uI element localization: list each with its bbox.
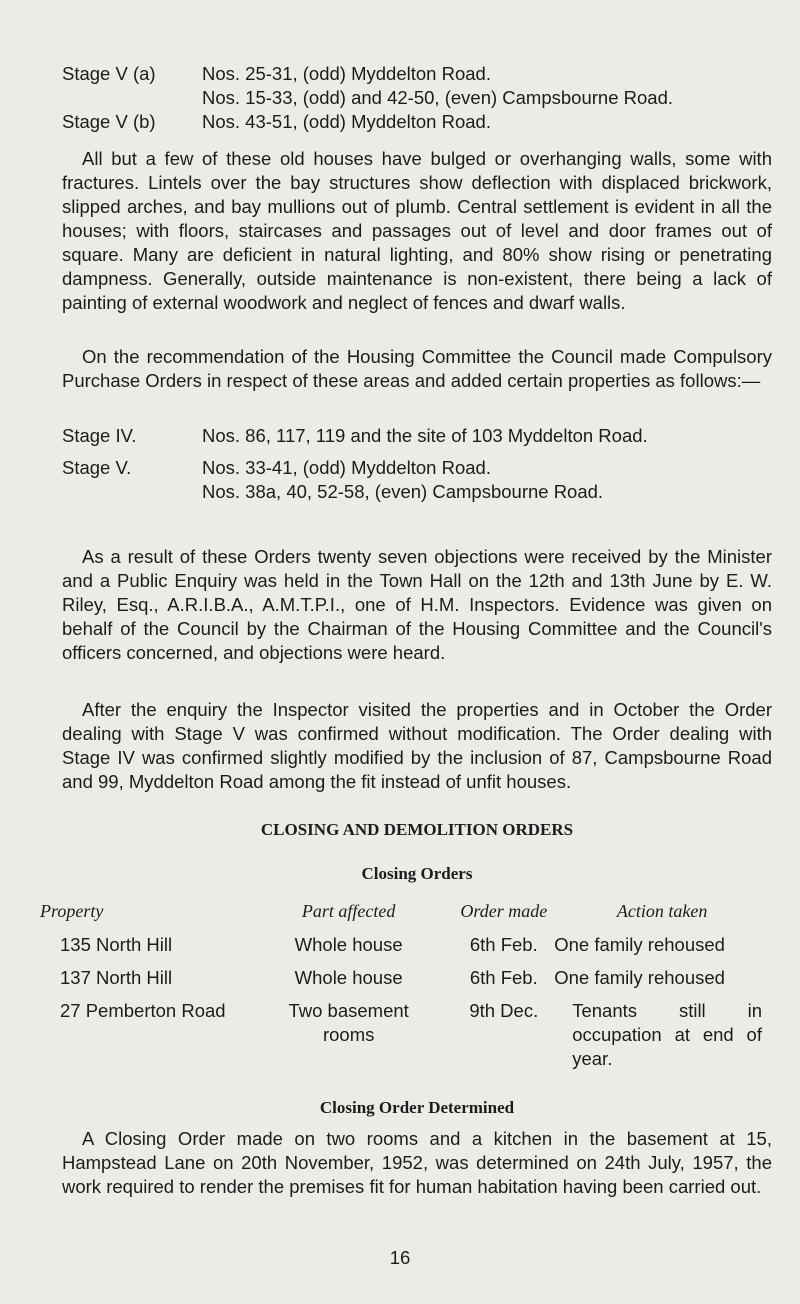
paragraph-enquiry	[62, 545, 772, 665]
stage-row	[62, 456, 772, 504]
stage-address-line: Nos. 25-31, (odd) Myddelton Road.	[202, 63, 491, 84]
stage-row	[62, 62, 772, 110]
paragraph: As a result of these Orders twenty seven objections were received by the Minister and a Public Enquiry was held in the Town Hall on the 12th and 13th June by E. W. Riley, Esq., A.R.I.B.A., A.M.T.P.I., one of H.M. Inspectors. Evidence was given on behalf of the Council by the Chairman of the Housing Committee and the Council's officers concerned, and objections were heard.	[62, 546, 772, 663]
cell-property: 137 North Hill	[60, 967, 173, 988]
paragraph: A Closing Order made on two rooms and a kitchen in the basement at 15, Hampstead Lane on 20th November, 1952, was determined on 24th July, 1957, the work required to render the premises fit for human habitation having been carried out.	[62, 1128, 772, 1197]
stage-addresses	[202, 110, 772, 134]
stage-address-line: Nos. 33-41, (odd) Myddelton Road.	[202, 457, 491, 478]
cell-part-affected: Whole house	[294, 967, 403, 988]
cell-order-made: 6th Feb.	[469, 967, 538, 988]
stage-address-line: Nos. 43-51, (odd) Myddelton Road.	[202, 111, 491, 132]
cell-action-taken: One family rehoused	[554, 934, 725, 955]
cell-part-affected: Two basement rooms	[288, 1000, 409, 1045]
determined-heading: Closing Order Determined	[319, 1098, 515, 1117]
stage-addresses	[202, 424, 772, 448]
column-header-part-affected: Part affected	[301, 901, 396, 921]
closing-orders-heading: Closing Orders	[361, 864, 473, 883]
cell-part-affected: Whole house	[294, 934, 403, 955]
paragraph-recommendation	[62, 345, 772, 393]
page-number: 16	[389, 1247, 411, 1268]
stage-addresses	[202, 62, 772, 110]
section-heading: CLOSING AND DEMOLITION ORDERS	[260, 820, 574, 839]
table-header-row	[40, 899, 770, 923]
stage-addresses	[202, 456, 772, 504]
cell-order-made: 6th Feb.	[469, 934, 538, 955]
stage-label: Stage V (a)	[62, 63, 156, 84]
stage-label: Stage V.	[62, 457, 132, 478]
stage-row	[62, 424, 772, 448]
cell-action-taken: One family rehoused	[554, 967, 725, 988]
stage-label: Stage V (b)	[62, 111, 156, 132]
cell-property: 27 Pemberton Road	[60, 1000, 226, 1021]
paragraph: All but a few of these old houses have bulged or overhanging walls, some with fractures. Lintels over the bay structures show deflection with displaced brickwork, slipped arches, and bay mullions out of plumb. Central settlement is evident in all the houses; with floors, staircases and passages out of level and door frames out of square. Many are deficient in natural lighting, and 80% show rising or penetrating dampness. Generally, outside maintenance is non-existent, there being a lack of painting of external woodwork and neglect of fences and dwarf walls.	[62, 148, 772, 313]
column-header-order-made: Order made	[460, 901, 548, 921]
stages-orders	[62, 424, 772, 504]
paragraph: After the enquiry the Inspector visited the properties and in October the Order dealing with Stage V was confirmed without modification. The Order dealing with Stage IV was confirmed slightly modified by the inclusion of 87, Campsbourne Road and 99, Myddelton Road among the fit instead of unfit houses.	[62, 699, 772, 792]
paragraph: On the recommendation of the Housing Committee the Council made Compulsory Purchase Orders in respect of these areas and added certain properties as follows:—	[62, 346, 772, 391]
closing-orders-table	[40, 899, 770, 1080]
table-row	[40, 999, 770, 1080]
paragraph-inspector	[62, 698, 772, 794]
stage-address-line: Nos. 38a, 40, 52-58, (even) Campsbourne Road.	[202, 481, 604, 502]
paragraph-condition	[62, 147, 772, 315]
stage-address-line: Nos. 86, 117, 119 and the site of 103 Myddelton Road.	[202, 425, 648, 446]
stage-row	[62, 110, 772, 134]
stage-label: Stage IV.	[62, 425, 137, 446]
stages-intro	[62, 62, 772, 134]
column-header-property: Property	[40, 901, 104, 921]
stage-address-line: Nos. 15-33, (odd) and 42-50, (even) Campsbourne Road.	[202, 87, 673, 108]
table-row	[40, 966, 770, 999]
column-header-action-taken: Action taken	[616, 901, 708, 921]
paragraph-determined	[62, 1127, 772, 1199]
cell-action-taken: Tenants still in occupation at end of year.	[572, 1000, 762, 1069]
table-row	[40, 933, 770, 966]
cell-property: 135 North Hill	[60, 934, 173, 955]
cell-order-made: 9th Dec.	[469, 1000, 539, 1021]
